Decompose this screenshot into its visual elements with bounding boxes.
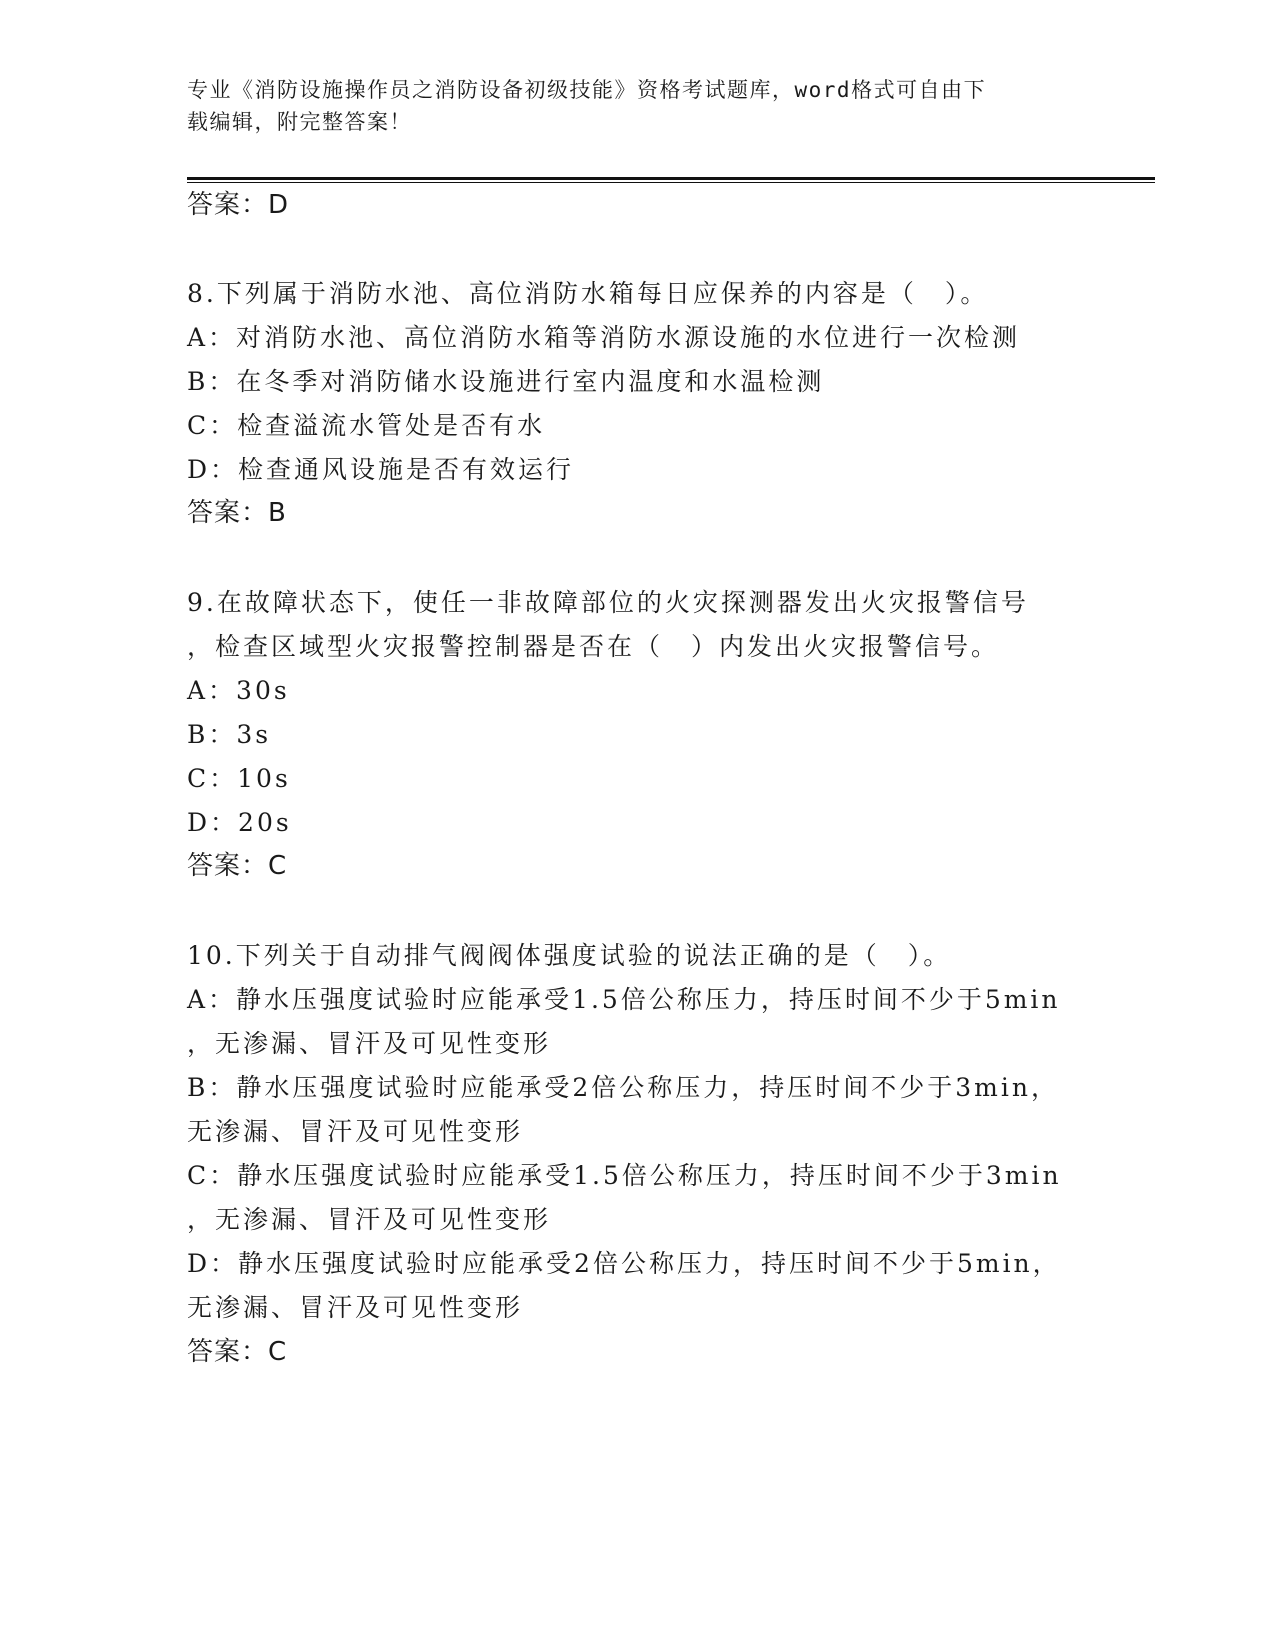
question-9-stem-line-1: 9.在故障状态下，使任一非故障部位的火灾探测器发出火灾报警信号 — [187, 588, 1029, 617]
header-line-2: 载编辑，附完整答案！ — [187, 110, 412, 134]
document-header — [187, 74, 1067, 138]
question-9-option-d: D：20s — [187, 808, 292, 837]
question-10-option-b-line-2: 无渗漏、冒汗及可见性变形 — [187, 1117, 524, 1146]
question-10-option-a-line-1: A：静水压强度试验时应能承受1.5倍公称压力，持压时间不少于5min — [187, 985, 1061, 1014]
header-line-1: 专业《消防设施操作员之消防设备初级技能》资格考试题库，word格式可自由下 — [187, 78, 987, 102]
question-9-option-a: A：30s — [187, 676, 290, 705]
question-9-option-b: B：3s — [187, 720, 272, 749]
question-8-stem: 8.下列属于消防水池、高位消防水箱每日应保养的内容是（ ）。 — [187, 279, 989, 308]
question-8-option-b: B：在冬季对消防储水设施进行室内温度和水温检测 — [187, 367, 825, 396]
header-divider-thin — [187, 182, 1155, 183]
question-9-option-c: C：10s — [187, 764, 291, 793]
question-10-option-c-line-2: ，无渗漏、冒汗及可见性变形 — [187, 1205, 552, 1234]
question-10-option-b-line-1: B：静水压强度试验时应能承受2倍公称压力，持压时间不少于3min， — [187, 1073, 1059, 1102]
question-10-option-a-line-2: ，无渗漏、冒汗及可见性变形 — [187, 1029, 552, 1058]
question-10-option-d-line-1: D：静水压强度试验时应能承受2倍公称压力，持压时间不少于5min， — [187, 1249, 1061, 1278]
question-8-option-a: A：对消防水池、高位消防水箱等消防水源设施的水位进行一次检测 — [187, 323, 1021, 352]
question-10-option-c-line-1: C：静水压强度试验时应能承受1.5倍公称压力，持压时间不少于3min — [187, 1161, 1062, 1190]
question-10-stem: 10.下列关于自动排气阀阀体强度试验的说法正确的是（ ）。 — [187, 941, 952, 970]
question-9-stem-line-2: ，检查区域型火灾报警控制器是否在（ ）内发出火灾报警信号。 — [187, 632, 1000, 661]
question-10-answer: 答案：C — [187, 1337, 288, 1367]
question-9-answer: 答案：C — [187, 851, 288, 881]
question-8-option-d: D：检查通风设施是否有效运行 — [187, 455, 575, 484]
question-10-option-d-line-2: 无渗漏、冒汗及可见性变形 — [187, 1293, 524, 1322]
question-8-option-c: C：检查溢流水管处是否有水 — [187, 411, 546, 440]
question-8-answer: 答案：B — [187, 498, 287, 528]
previous-answer: 答案：D — [187, 190, 290, 220]
header-divider-thick — [187, 177, 1155, 180]
